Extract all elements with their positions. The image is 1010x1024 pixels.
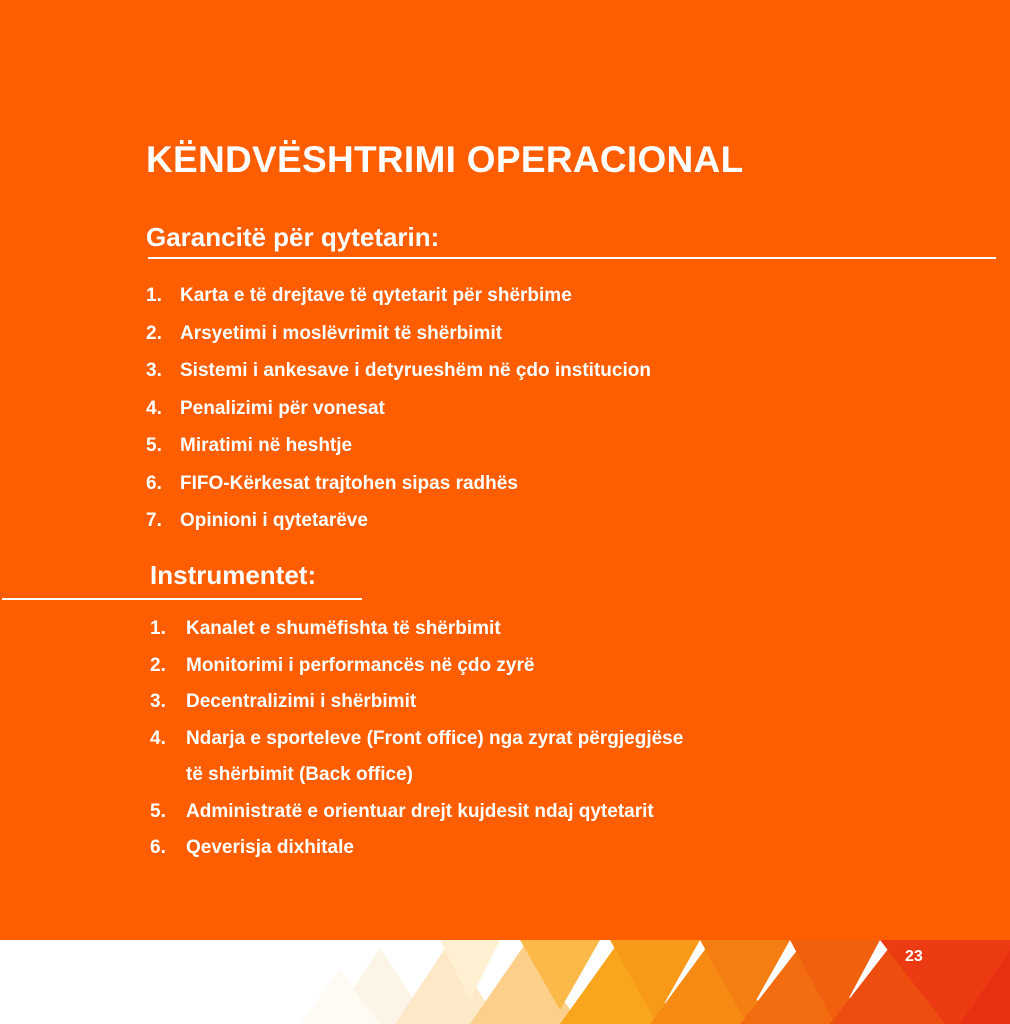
list-item (150, 830, 683, 867)
item-text: Monitorimi i performancës në çdo zyrë (186, 654, 535, 676)
item-number: 3. (150, 691, 166, 712)
item-number: 5. (146, 435, 162, 456)
item-text: Arsyetimi i moslëvrimit të shërbimit (180, 322, 503, 344)
item-text: Karta e të drejtave të qytetarit për shërbime (180, 285, 572, 306)
item-number: 6. (146, 472, 162, 494)
item-number: 3. (146, 360, 162, 381)
list-item (146, 433, 651, 471)
section-heading-instruments: Instrumentet: (150, 560, 317, 590)
item-number: 6. (150, 837, 166, 858)
list-item (150, 611, 683, 648)
list-item (150, 684, 683, 721)
item-number: 4. (146, 397, 162, 419)
page-number: 23 (905, 948, 923, 965)
item-number: 1. (146, 285, 162, 306)
instruments-list (150, 611, 683, 867)
item-text: Miratimi në heshtje (180, 435, 353, 456)
list-item (150, 648, 683, 685)
item-text: Sistemi i ankesave i detyrueshëm në çdo institucion (180, 360, 651, 381)
guarantees-list (146, 283, 651, 546)
section-heading-guarantees: Garancitë për qytetarin: (146, 222, 440, 252)
item-text: Decentralizimi i shërbimit (186, 691, 417, 712)
list-item (146, 508, 651, 546)
item-number: 4. (150, 727, 166, 749)
list-item (146, 321, 651, 359)
item-number: 1. (150, 618, 166, 639)
item-text: Ndarja e sporteleve (Front office) nga zyrat përgjegjëse të shërbimit (Back office) (186, 727, 684, 785)
list-item (150, 794, 683, 831)
item-number: 2. (150, 654, 166, 676)
item-number: 7. (146, 510, 162, 531)
list-item (146, 396, 651, 434)
item-text: Opinioni i qytetarëve (180, 510, 368, 531)
item-number: 5. (150, 800, 166, 822)
list-item (146, 471, 651, 509)
section-divider-instruments (2, 598, 362, 600)
list-item (150, 721, 683, 794)
item-text: Qeverisja dixhitale (186, 837, 354, 858)
page-title: KËNDVËSHTRIMI OPERACIONAL (146, 139, 744, 180)
item-text: Penalizimi për vonesat (180, 397, 385, 419)
item-text: FIFO-Kërkesat trajtohen sipas radhës (180, 472, 518, 494)
decorative-triangle-band (0, 940, 1010, 1024)
list-item (146, 283, 651, 321)
list-item (146, 358, 651, 396)
item-number: 2. (146, 322, 162, 344)
section-divider-guarantees (148, 257, 996, 259)
item-text: Administratë e orientuar drejt kujdesit ndaj qytetarit (186, 800, 654, 822)
item-text: Kanalet e shumëfishta të shërbimit (186, 618, 501, 639)
